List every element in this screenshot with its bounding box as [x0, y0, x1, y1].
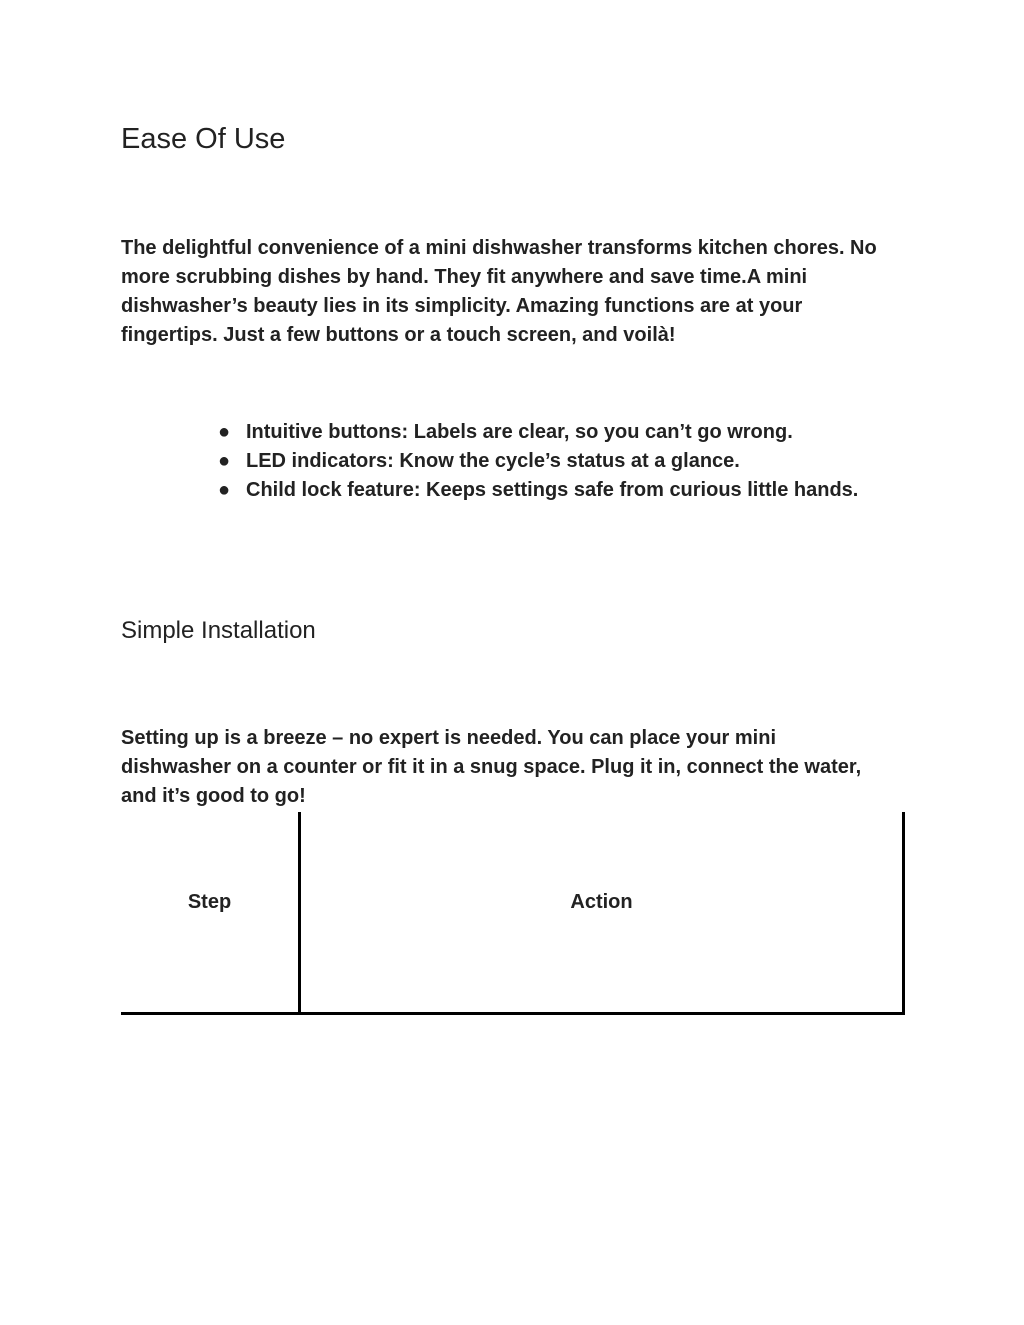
table-bottom-border [121, 1012, 905, 1015]
list-item [214, 476, 864, 505]
bullet-text: LED indicators: Know the cycle’s status at a glance. [246, 450, 740, 472]
table-right-border [902, 812, 905, 1015]
bullet-text: Child lock feature: Keeps settings safe from curious little hands. [246, 479, 859, 501]
list-item [214, 418, 864, 447]
bullet-icon: ● [218, 421, 231, 443]
bullet-icon: ● [218, 479, 231, 501]
step-action-table [121, 812, 905, 1015]
feature-bullet-list [214, 418, 864, 505]
heading-simple-installation: Simple Installation [121, 617, 316, 644]
bullet-icon: ● [218, 450, 231, 472]
installation-paragraph: Setting up is a breeze – no expert is needed. You can place your mini dishwasher on a counter or fit it in a snug space. Plug it in, connect the water, and it’s good to go! [121, 727, 862, 807]
list-item [214, 447, 864, 476]
ease-of-use-paragraph: The delightful convenience of a mini dishwasher transforms kitchen chores. No more scrubbing dishes by hand. They fit anywhere and save time.A mini dishwasher’s beauty lies in its simplicity. Amazing functions are at your fingertips. Just a few buttons or a touch screen, and voilà! [121, 237, 877, 346]
table-header-step: Step [187, 891, 232, 913]
heading-ease-of-use: Ease Of Use [121, 123, 286, 155]
table-header-action: Action [570, 891, 633, 913]
bullet-text: Intuitive buttons: Labels are clear, so you can’t go wrong. [246, 421, 793, 443]
